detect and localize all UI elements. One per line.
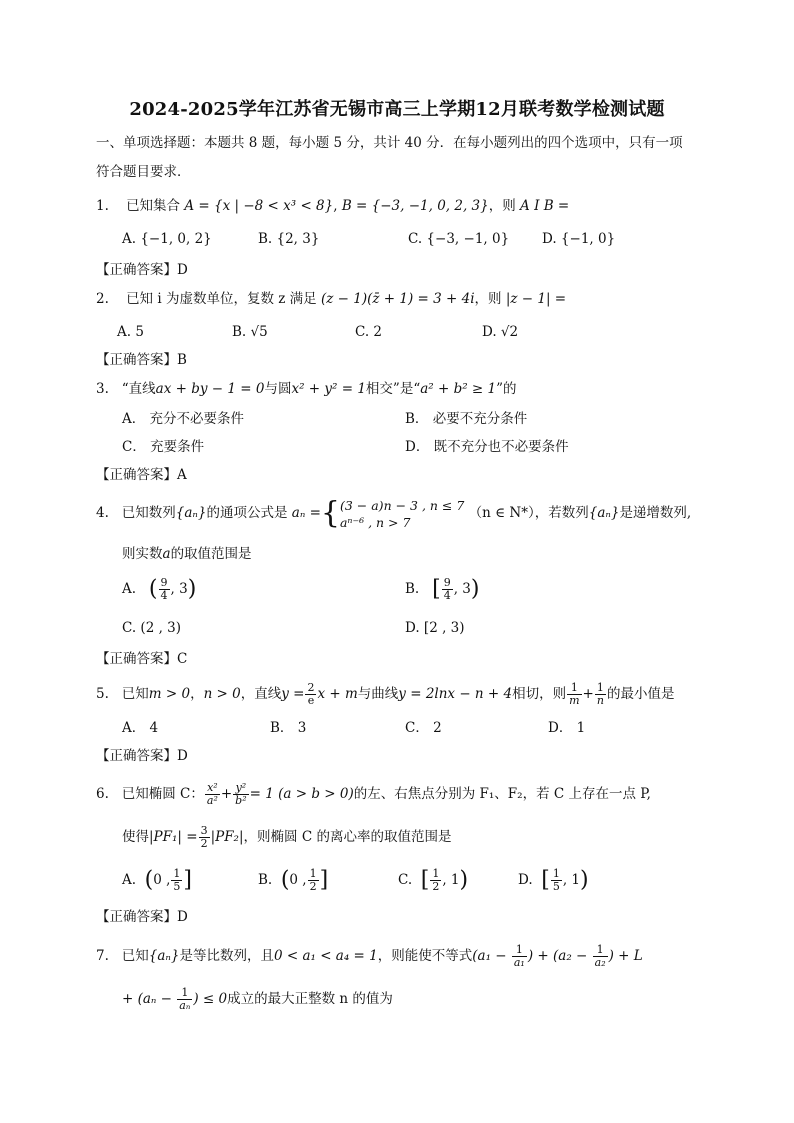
question-1-answer [96,261,188,279]
stem-text: ，直线 [240,686,282,702]
answer-label: 【正确答案】 [96,262,177,278]
fraction-1-5: $\frac{1}{5}$ [552,867,560,893]
n-condition: n > 0 [203,686,241,702]
question-4-option-d: D. [2 , 3) [405,620,465,636]
stem-text: 已知 i 为虚数单位，复数 z 满足 [126,291,317,307]
option-label: C. [398,872,413,888]
option-label: A. [122,581,137,597]
section-instructions-line1: 一、单项选择题：本题共 8 题，每小题 5 分，共计 40 分．在每小题列出的四个选项中，只有一项 [96,135,683,151]
question-1-stem: 1. 已知集合 A = {x | −8 < x³ < 8}, B = {−3, −1, 0, 2, 3}，则 A I B = [96,198,570,214]
question-6-option-a: A. (0 , $\frac{1}{5}$ ] [122,867,192,893]
fraction-1-2: $\frac{1}{2}$ [432,867,440,893]
stem-text: 是等比数列，且 [179,948,274,964]
close-paren: ) [459,867,469,893]
question-3-answer [96,466,187,484]
answer-value: D [177,748,188,764]
option-label: D. [518,872,533,888]
close-bracket: ] [319,867,329,893]
question-5-option-d: D． 1 [548,720,586,736]
question-6-option-b: B. (0 , $\frac{1}{2}$ ] [258,867,329,893]
answer-label: 【正确答案】 [96,909,177,925]
open-bracket: [ [420,867,430,893]
question-2-answer [96,351,187,369]
question-1-option-b: B. {2, 3} [258,231,320,247]
piecewise-case-2: aⁿ⁻⁶ , n > 7 [339,514,411,530]
question-7-stem [96,942,643,970]
question-2-option-a: A. 5 [117,324,144,340]
question-number: 1. [96,198,109,214]
open-paren: ( [144,867,154,893]
question-1-option-a: A. {−1, 0, 2} [122,231,212,247]
question-2-option-d: D. √2 [482,324,519,340]
question-2-option-b: B. √5 [232,324,268,340]
circle-equation: x² + y² = 1 [291,381,366,397]
fraction-x2-a2: $\frac{\text{x²}}{\text{a²}}$ [206,781,218,807]
stem-text: 的取值范围是 [170,546,252,562]
stem-text: 则实数 [122,546,163,562]
answer-value: C [177,651,188,667]
option-label: A. [122,872,137,888]
question-number: 4. [96,505,109,521]
question-6-stem-cont [122,823,451,851]
option-label: B. [258,872,273,888]
answer-label: 【正确答案】 [96,352,177,368]
question-6-option-c: C. [ $\frac{1}{2}$ , 1) [398,867,469,893]
intersection-expression: A I B = [520,198,570,214]
stem-text: 的通项公式是 [206,505,288,521]
fraction-1-an: $\frac{1}{\text{aₙ}}$ [179,986,191,1012]
question-6-option-d: D. [ $\frac{1}{5}$ , 1) [518,867,589,893]
section-instructions-line2: 符合题目要求． [96,164,191,180]
question-4-option-c: C. (2 , 3) [122,620,182,636]
fraction-1-a2: $\frac{1}{\text{a₂}}$ [594,943,606,969]
open-bracket: [ [432,576,441,602]
variable-a: a [162,546,171,562]
question-5-option-c: C． 2 [405,720,442,736]
left-brace: { [320,495,340,531]
question-4-option-a: A. ( $\frac{9}{4}$ , 3) [122,576,197,602]
question-4-stem [96,496,691,531]
set-b-expression: B = {−3, −1, 0, 2, 3} [341,198,489,214]
answer-label: 【正确答案】 [96,748,177,764]
stem-text: “直线 [121,381,156,397]
line-equation-left: y = [281,686,305,702]
answer-value: D [177,909,188,925]
question-2-stem [96,290,566,308]
general-term-label: aₙ = [291,505,321,521]
sequence-notation: {aₙ} [588,505,620,521]
stem-text: 与圆 [264,381,292,397]
fraction-9-4: $\frac{9}{4}$ [443,576,451,602]
question-7-stem-cont [122,985,393,1013]
fraction-2-e: $\frac{2}{e}$ [307,681,315,707]
question-1-option-d: D. {−1, 0} [542,231,616,247]
close-paren: ) [580,867,589,893]
open-bracket: [ [541,867,550,893]
answer-label: 【正确答案】 [96,651,177,667]
question-1-option-c: C. {−3, −1, 0} [408,231,510,247]
stem-text: 是递增数列, [619,505,692,521]
stem-text: 的左、右焦点分别为 F₁、F₂，若 C 上存在一点 P, [353,786,651,802]
close-paren: ) [470,576,480,602]
condition-expression: (z − 1)(z̄ + 1) = 3 + 4i [320,291,475,307]
question-5-option-a: A． 4 [122,720,159,736]
stem-text: 成立的最大正整数 n 的值为 [227,991,393,1007]
piecewise-case-1: (3 − a)n − 3 , n ≤ 7 [339,497,465,513]
answer-value: D [177,262,188,278]
question-5-stem: 5. 已知m > 0，n > 0，直线y = $\frac{2}{e}$ x + m与曲线y = 2lnx − n + 4相切，则 $\frac{1}{m}$ + $\frac{1}{n}$ 的最小值是 [96,681,675,707]
question-3-option-d: D． 既不充分也不必要条件 [405,439,569,455]
line-equation-right: x + m [317,686,358,702]
option-label: B. [405,581,420,597]
condition-right: |PF₂| [210,829,244,845]
answer-value: B [177,352,187,368]
ellipse-rhs: = 1 (a > b > 0) [249,786,354,802]
fraction-3-2: $\frac{3}{2}$ [200,824,208,850]
question-3-option-a: A． 充分不必要条件 [122,411,245,427]
question-number: 6. [96,786,109,802]
question-2-option-c: C. 2 [355,324,383,340]
condition-expression: a² + b² ≥ 1 [420,381,497,397]
stem-text: ，则 [474,291,502,307]
open-paren: ( [148,576,158,602]
answer-label: 【正确答案】 [96,467,177,483]
answer-value: A [177,467,187,483]
question-number: 3. [96,381,109,397]
fraction-y2-b2: $\frac{\text{y²}}{\text{b²}}$ [235,781,247,807]
question-3-option-b: B． 必要不充分条件 [405,411,528,427]
open-paren: ( [280,867,290,893]
fraction-1-5: $\frac{1}{5}$ [173,867,181,893]
fraction-1-n: $\frac{1}{n}$ [596,681,604,707]
question-number: 7. [96,948,109,964]
stem-text: 相交”是“ [365,381,421,397]
m-condition: m > 0 [148,686,191,702]
piecewise-cases [340,497,464,531]
fraction-1-a1: $\frac{1}{\text{a₁}}$ [513,943,525,969]
question-6-answer [96,908,188,926]
stem-text: 与曲线 [357,686,399,702]
question-5-option-b: B． 3 [270,720,307,736]
stem-text: 已知数列 [121,505,176,521]
stem-text: ，若数列 [534,505,589,521]
condition-expression: 0 < a₁ < a₄ = 1 [273,948,378,964]
inequality-part: + (aₙ − [122,991,177,1007]
stem-text: 已知 [121,948,149,964]
sequence-notation: {aₙ} [175,505,207,521]
question-3-stem [96,380,517,398]
stem-text: 已知 [121,686,149,702]
page-title: 2024-2025学年江苏省无锡市高三上学期12月联考数学检测试题 [129,99,665,120]
inequality-part: ) ≤ 0 [193,991,228,1007]
question-4-option-b: B. [ $\frac{9}{4}$ , 3) [405,576,480,602]
question-number: 5. [96,686,109,702]
condition-left: |PF₁| = [149,829,198,845]
stem-text: ，则能使不等式 [377,948,473,964]
inequality-part: (a₁ − [472,948,511,964]
fraction-1-2: $\frac{1}{2}$ [309,867,317,893]
modulus-expression: |z − 1| = [505,291,567,307]
fraction-1-m: $\frac{1}{m}$ [569,681,580,707]
stem-text: 的最小值是 [606,686,675,702]
stem-text: 已知椭圆 C： [121,786,204,802]
stem-text: ，则 [488,198,516,214]
stem-text: 已知集合 [126,198,181,214]
stem-text: ，则椭圆 C 的离心率的取值范围是 [243,829,452,845]
curve-equation: y = 2lnx − n + 4 [398,686,513,702]
question-6-stem: 6. 已知椭圆 C： $\frac{\text{x²}}{\text{a²}}$ + $\frac{\text{y²}}{\text{b²}}$ = 1 (a > b > 0)的左、右焦点分别为 F₁、F₂，若 C 上存在一点 P, [96,781,651,807]
fraction-9-4: $\frac{9}{4}$ [160,576,168,602]
set-a-expression: A = {x | −8 < x³ < 8} [184,198,334,214]
question-4-stem-cont [122,545,252,563]
stem-text: 相切，则 [512,686,567,702]
line-equation: ax + by − 1 = 0 [155,381,265,397]
domain-expression: （n ∈ N*） [468,505,535,521]
question-5-answer [96,747,188,765]
close-paren: ) [187,576,197,602]
question-number: 2. [96,291,109,307]
stem-text: 使得 [122,829,149,845]
sequence-notation: {aₙ} [148,948,180,964]
close-bracket: ] [183,867,192,893]
stem-text: ”的 [496,381,517,397]
question-3-option-c: C． 充要条件 [122,439,205,455]
inequality-part: ) + (a₂ − [527,948,592,964]
inequality-part: ) + L [608,948,643,964]
question-4-answer [96,650,187,668]
